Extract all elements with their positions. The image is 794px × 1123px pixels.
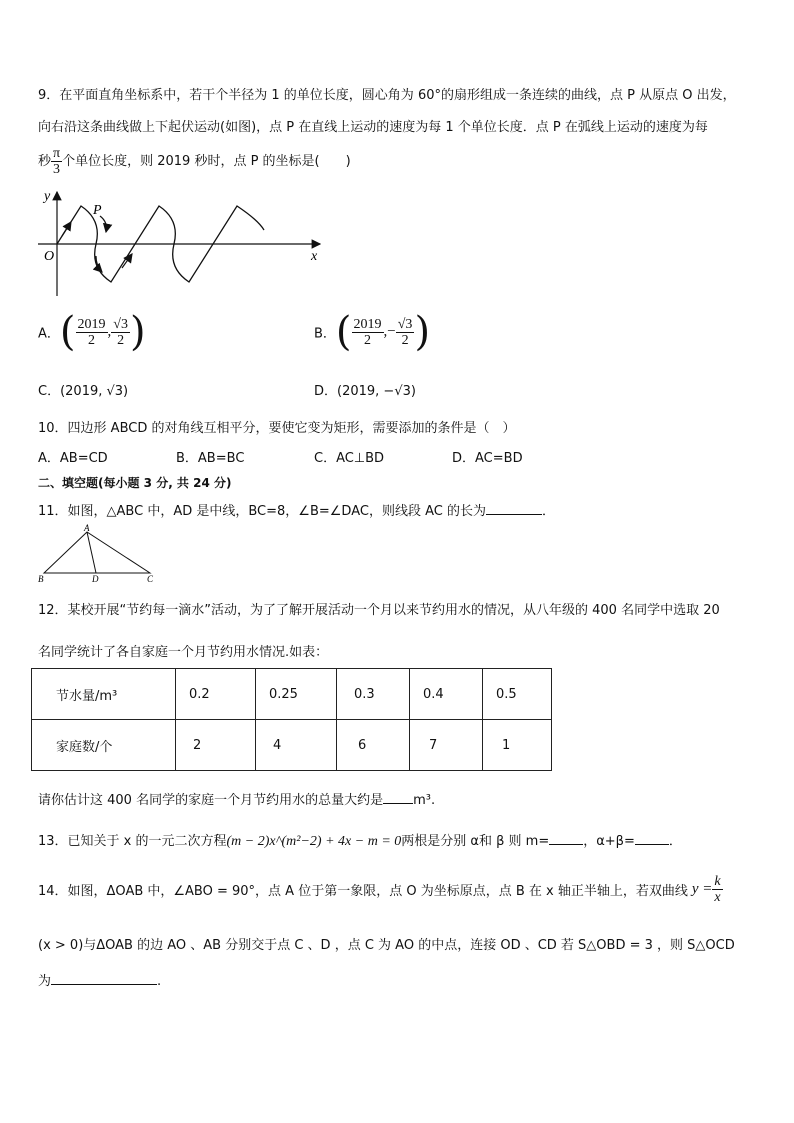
table-cell: 0.2 [176, 669, 256, 720]
q10-stem: 10．四边形 ABCD 的对角线互相平分，要使它变为矩形，需要添加的条件是（ ） [38, 421, 516, 436]
q9-line3-pre: 秒 [38, 154, 52, 169]
q9-option-c[interactable]: C．(2019, √3) [38, 384, 129, 399]
q10-option-c[interactable]: C．AC⊥BD [314, 451, 385, 466]
q14-line1: 14．如图，ΔOAB 中，∠ABO = 90°，点 A 位于第一象限，点 O 为坐标原点，点 B 在 x 轴正半轴上，若双曲线 y = $\frac{k}{x}$ [38, 874, 721, 905]
answer-blank-m[interactable] [549, 832, 583, 845]
point-p-label: P [93, 203, 102, 218]
answer-blank-sum[interactable] [635, 832, 669, 845]
direction-arrow [100, 216, 106, 232]
table-cell: 0.25 [256, 669, 337, 720]
q11-triangle-figure [36, 524, 160, 584]
q10-option-a[interactable]: A．AB=CD [38, 451, 108, 466]
q10-option-b[interactable]: B．AB=BC [176, 451, 245, 466]
q12-line1: 12．某校开展“节约每一滴水”活动，为了了解开展活动一个月以来节约用水的情况，从八年级的 400 名同学中选取 20 [38, 603, 720, 618]
q9-option-b[interactable]: B．( $\frac{2019}{2}$ ,− $\frac{√3}{2}$ ) [314, 309, 431, 355]
answer-blank[interactable] [486, 502, 542, 515]
water-saving-table [31, 668, 552, 771]
k-over-x-fraction: $\frac{k}{x}$ [714, 874, 721, 905]
q12-ask: 请你估计这 400 名同学的家庭一个月节约用水的总量大约是 m³. [38, 793, 436, 808]
table-cell: 2 [176, 720, 256, 771]
table-cell: 0.3 [337, 669, 410, 720]
triangle-abc [44, 532, 150, 573]
label-b: B [38, 574, 44, 584]
table-cell: 0.5 [483, 669, 552, 720]
table-cell: 1 [483, 720, 552, 771]
table-header-cell: 家庭数/个 [32, 720, 176, 771]
q10-option-d[interactable]: D．AC=BD [452, 451, 523, 466]
label-c: C [147, 574, 154, 584]
section-heading-fill-blank: 二、填空题(每小题 3 分, 共 24 分) [38, 476, 232, 490]
q9-line3-post: 个单位长度，则 2019 秒时，点 P 的坐标是( ) [62, 154, 351, 169]
q14-line2: (x > 0)与ΔOAB 的边 AO 、AB 分别交于点 C 、D ，点 C 为 AO 的中点，连接 OD 、CD 若 S△OBD = 3 ，则 S△OCD [38, 938, 735, 953]
x-axis-label: x [311, 249, 318, 264]
table-cell: 4 [256, 720, 337, 771]
q9-line2: 向右沿这条曲线做上下起伏运动(如图)，点 P 在直线上运动的速度为每 1 个单位长度．点 P 在弧线上运动的速度为每 [38, 120, 708, 135]
direction-arrow [62, 222, 71, 236]
label-d: D [92, 574, 99, 584]
pi-over-3-fraction: $\frac{\pi}{3}$ [53, 146, 61, 177]
q14-line3: 为 . [38, 974, 162, 989]
table-row [32, 720, 552, 771]
q13-equation: (m − 2)x^(m²−2) + 4x − m = 0 [226, 834, 402, 849]
q11-stem: 11．如图，△ABC 中，AD 是中线，BC=8，∠B=∠DAC，则线段 AC 的长为 ． [38, 504, 555, 519]
q9-line3 [38, 146, 351, 177]
table-cell: 0.4 [410, 669, 483, 720]
table-cell: 6 [337, 720, 410, 771]
q9-option-a[interactable]: A．( $\frac{2019}{2}$ , $\frac{√3}{2}$ ) [38, 309, 146, 355]
q13-stem: 13．已知关于 x 的一元二次方程(m − 2)x^(m²−2) + 4x − m = 0两根是分别 α和 β 则 m= ，α+β= ． [38, 834, 682, 849]
q9-line1: 9．在平面直角坐标系中，若干个半径为 1 的单位长度，圆心角为 60°的扇形组成一条连续的曲线，点 P 从原点 O 出发， [38, 88, 736, 103]
median-ad [87, 532, 96, 573]
q12-line2: 名同学统计了各自家庭一个月节约用水情况.如表： [38, 645, 329, 660]
q9-wave-graph [38, 184, 328, 299]
answer-blank[interactable] [383, 791, 413, 804]
q9-option-d[interactable]: D．(2019, −√3) [314, 384, 416, 399]
table-header-cell: 节水量/m³ [32, 669, 176, 720]
label-a: A [84, 524, 90, 533]
answer-blank[interactable] [51, 972, 157, 985]
table-row [32, 669, 552, 720]
origin-label: O [44, 249, 55, 264]
y-axis-label: y [44, 189, 51, 204]
table-cell: 7 [410, 720, 483, 771]
